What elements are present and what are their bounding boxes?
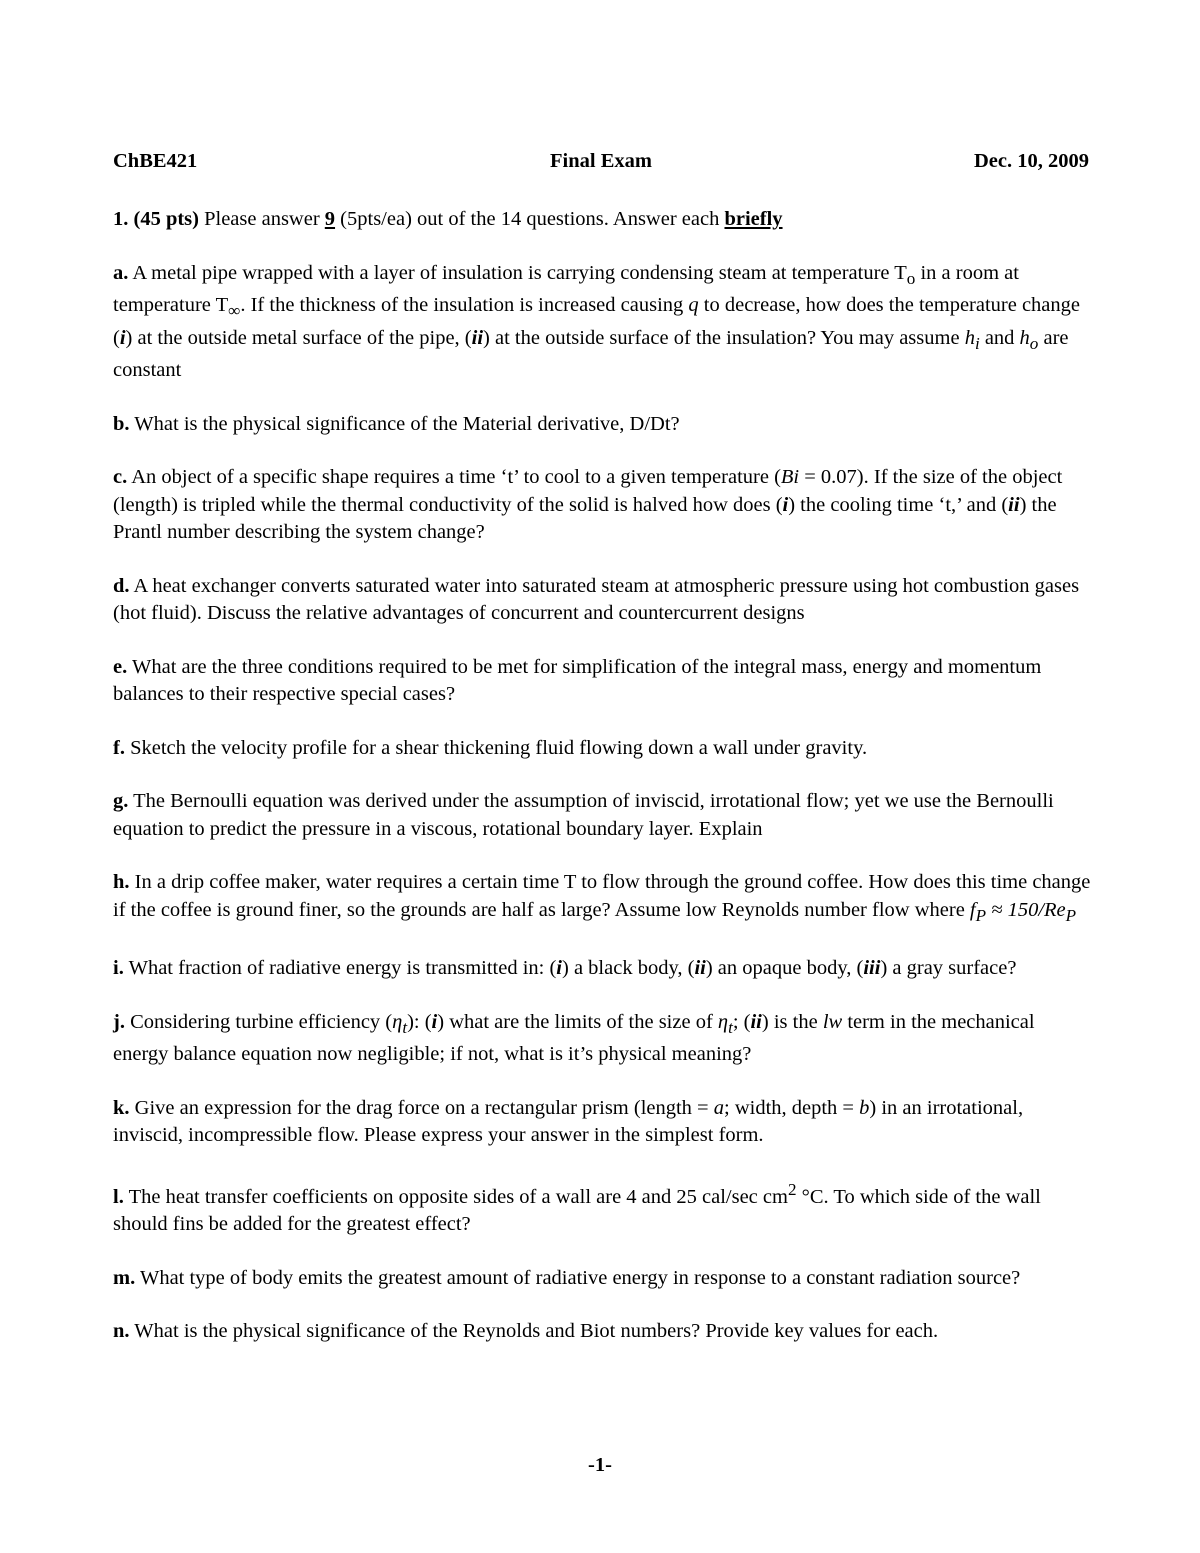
item-text: What is the physical significance of the Reynolds and Biot numbers? Provide key values for each. bbox=[134, 1320, 939, 1343]
item-k bbox=[113, 1095, 1093, 1150]
item-label: n. bbox=[113, 1320, 130, 1343]
subscript: P bbox=[1065, 905, 1077, 925]
item-text: and bbox=[979, 326, 1020, 349]
item-text: ) an opaque body, ( bbox=[705, 957, 864, 980]
item-text: ) is the bbox=[761, 1010, 823, 1033]
item-text: ; ( bbox=[732, 1010, 751, 1033]
item-c bbox=[113, 464, 1093, 547]
question-1-instructions bbox=[113, 206, 1093, 234]
math-var: f bbox=[969, 898, 976, 921]
item-text: ) a gray surface? bbox=[880, 957, 1017, 980]
item-label: a. bbox=[113, 261, 129, 284]
course-code: ChBE421 bbox=[113, 150, 198, 172]
item-j bbox=[113, 1009, 1093, 1069]
exam-body bbox=[113, 206, 1093, 1372]
item-label: f. bbox=[113, 736, 125, 759]
item-text: . If the thickness of the insulation is increased causing bbox=[240, 294, 689, 317]
item-text: °C. To which side of the wall should fins be added for the greatest effect? bbox=[113, 1185, 1041, 1236]
roman-numeral: i bbox=[556, 957, 562, 980]
math-var: q bbox=[688, 294, 699, 317]
subscript: o bbox=[906, 268, 916, 288]
item-text: ): ( bbox=[407, 1010, 432, 1033]
item-text: What is the physical significance of the Material derivative, D/Dt? bbox=[134, 412, 680, 435]
item-n bbox=[113, 1318, 1093, 1346]
item-e bbox=[113, 654, 1093, 709]
item-text: ) in an irrotational, inviscid, incompressible flow. Please express your answer in the simplest form. bbox=[113, 1096, 1024, 1147]
math-var: b bbox=[859, 1096, 870, 1119]
item-text: A metal pipe wrapped with a layer of insulation is carrying condensing steam at temperature T bbox=[132, 261, 907, 284]
item-label: k. bbox=[113, 1096, 130, 1119]
item-text: Considering turbine efficiency ( bbox=[130, 1010, 393, 1033]
subscript: ∞ bbox=[228, 301, 241, 321]
item-text: in a room at temperature T bbox=[113, 261, 1019, 317]
item-label: d. bbox=[113, 574, 130, 597]
item-f bbox=[113, 735, 1093, 763]
item-b bbox=[113, 411, 1093, 439]
item-text: What type of body emits the greatest amount of radiative energy in response to a constant radiation source? bbox=[139, 1266, 1021, 1289]
item-label: e. bbox=[113, 655, 128, 678]
item-label: g. bbox=[113, 790, 129, 813]
item-text: to decrease, how does the temperature change ( bbox=[113, 294, 1081, 349]
math-var: η bbox=[392, 1010, 403, 1033]
roman-numeral: ii bbox=[471, 326, 484, 349]
answer-count: 9 bbox=[324, 208, 336, 230]
item-a bbox=[113, 260, 1093, 385]
page-number: -1- bbox=[588, 1454, 612, 1476]
subscript: i bbox=[974, 333, 980, 353]
item-text: ; width, depth = bbox=[724, 1096, 860, 1119]
item-text: Sketch the velocity profile for a shear thickening fluid flowing down a wall under gravity. bbox=[130, 736, 868, 759]
item-d bbox=[113, 573, 1093, 628]
item-g bbox=[113, 788, 1093, 843]
question-number: 1. bbox=[113, 208, 129, 230]
roman-numeral: i bbox=[119, 326, 126, 349]
roman-numeral: i bbox=[782, 493, 789, 516]
subscript: t bbox=[402, 1017, 408, 1037]
roman-numeral: iii bbox=[863, 957, 881, 980]
item-label: i. bbox=[113, 957, 124, 980]
math-expression: ≈ 150/Re bbox=[986, 898, 1066, 921]
math-var: a bbox=[713, 1096, 724, 1119]
item-i bbox=[113, 955, 1093, 983]
item-text: ) a black body, ( bbox=[562, 957, 695, 980]
item-text: ) the cooling time ‘t,’ and ( bbox=[788, 493, 1009, 516]
item-text: ) what are the limits of the size of bbox=[437, 1010, 718, 1033]
question-points: (45 pts) bbox=[133, 208, 199, 230]
item-label: b. bbox=[113, 412, 130, 435]
roman-numeral: ii bbox=[750, 1010, 762, 1033]
item-m bbox=[113, 1265, 1093, 1293]
briefly-emphasis: briefly bbox=[724, 208, 783, 230]
subscript: o bbox=[1029, 333, 1039, 353]
item-text: An object of a specific shape requires a time ‘t’ to cool to a given temperature ( bbox=[131, 466, 781, 489]
math-var: Bi bbox=[780, 466, 800, 489]
item-text: term in the mechanical energy balance equation now negligible; if not, what is it’s physical meaning? bbox=[113, 1010, 1035, 1066]
item-label: c. bbox=[113, 466, 128, 489]
item-text: Give an expression for the drag force on a rectangular prism (length = bbox=[134, 1096, 714, 1119]
roman-numeral: ii bbox=[694, 957, 706, 980]
item-text: = 0.07). If the size of the object (length) is tripled while the thermal conductivity of the solid is halved how does ( bbox=[113, 466, 1063, 516]
item-label: h. bbox=[113, 871, 130, 894]
item-text: ) at the outside surface of the insulation? You may assume bbox=[483, 326, 965, 349]
item-text: The Bernoulli equation was derived under the assumption of inviscid, irrotational flow; yet we use the Bernoulli equation to predict the pressure in a viscous, rotational boundary layer. Explain bbox=[113, 790, 1054, 840]
math-var: h bbox=[964, 326, 975, 349]
item-text: What fraction of radiative energy is transmitted in: ( bbox=[128, 957, 557, 980]
subscript: P bbox=[975, 905, 987, 925]
instructions-text: Please answer bbox=[204, 208, 320, 230]
item-text: are constant bbox=[113, 326, 1069, 382]
item-l bbox=[113, 1176, 1093, 1239]
item-text: ) at the outside metal surface of the pipe, ( bbox=[125, 326, 472, 349]
superscript: 2 bbox=[787, 1179, 797, 1199]
item-label: m. bbox=[113, 1266, 136, 1289]
roman-numeral: i bbox=[431, 1010, 438, 1033]
item-h bbox=[113, 869, 1093, 929]
math-var: h bbox=[1019, 326, 1030, 349]
math-var: lw bbox=[822, 1010, 843, 1033]
item-text: A heat exchanger converts saturated water into saturated steam at atmospheric pressure using hot combustion gases (hot fluid). Discuss the relative advantages of concurrent and countercurrent designs bbox=[113, 574, 1080, 625]
item-text: What are the three conditions required to be met for simplification of the integral mass, energy and momentum balances to their respective special cases? bbox=[113, 655, 1042, 706]
exam-title: Final Exam bbox=[550, 150, 652, 172]
item-text: ) the Prantl number describing the system change? bbox=[113, 493, 1057, 544]
item-text: The heat transfer coefficients on opposite sides of a wall are 4 and 25 cal/sec cm bbox=[128, 1185, 788, 1208]
exam-date: Dec. 10, 2009 bbox=[973, 150, 1089, 172]
item-label: l. bbox=[113, 1185, 124, 1208]
item-text: In a drip coffee maker, water requires a certain time T to flow through the ground coffee. How does this time change if the coffee is ground finer, so the grounds are half as large? Assume low Reynolds number flow where bbox=[113, 871, 1091, 921]
roman-numeral: ii bbox=[1008, 493, 1020, 516]
math-var: η bbox=[717, 1010, 729, 1033]
instructions-text-2: (5pts/ea) out of the 14 questions. Answer each bbox=[340, 208, 720, 230]
subscript: t bbox=[728, 1017, 733, 1037]
item-label: j. bbox=[113, 1010, 125, 1033]
